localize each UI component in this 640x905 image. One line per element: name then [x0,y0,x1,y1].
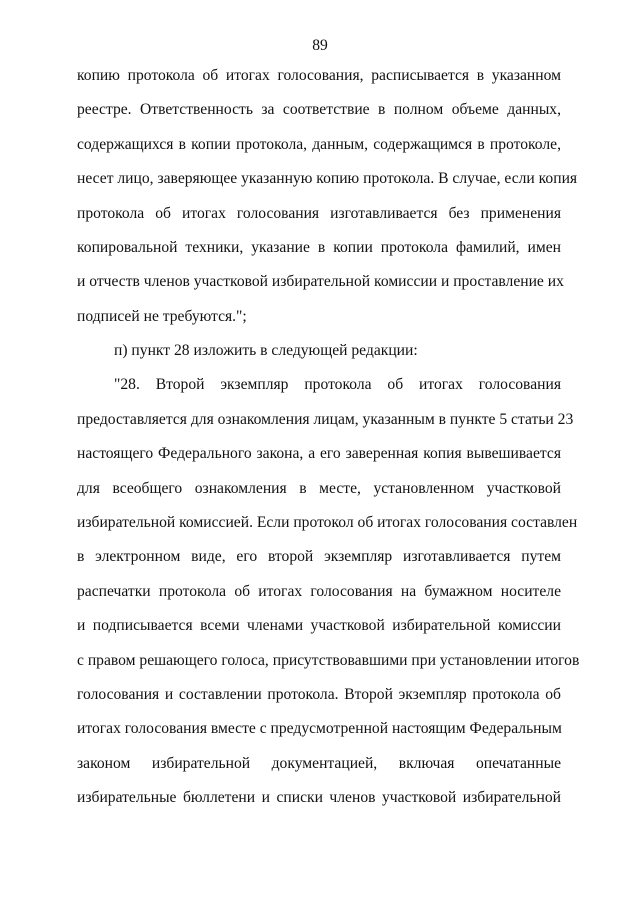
body-text-upper [77,66,578,341]
text-line: законом избирательной документацией, включая опечатанные [77,754,561,772]
text-line: реестре. Ответственность за соответствие в полном объеме данных, [77,101,561,119]
text-line: избирательные бюллетени и списки членов участковой избирательной [77,789,561,807]
page-number: 89 [312,37,328,54]
text-line: копию протокола об итогах голосования, расписывается в указанном [77,67,561,84]
text-line: содержащихся в копии протокола, данным, содержащимся в протоколе, [77,135,561,153]
text-line: для всеобщего ознакомления в месте, установленном участковой [77,479,561,497]
text-line: настоящего Федерального закона, а его заверенная копия вывешивается [77,445,561,463]
text-line: и отчеств членов участковой избирательной комиссии и проставление их [77,273,564,291]
body-text-lower [77,341,580,822]
text-line: несет лицо, заверяющее указанную копию протокола. В случае, если копия [77,170,578,188]
text-line: предоставляется для ознакомления лицам, указанным в пункте 5 статьи 23 [77,410,574,428]
text-line: с правом решающего голоса, присутствовавшими при установлении итогов [77,651,580,669]
text-line: голосования и составлении протокола. Второй экземпляр протокола об [77,685,561,703]
text-line: итогах голосования вместе с предусмотренной настоящим Федеральным [77,720,562,738]
text-line: распечатки протокола об итогах голосования на бумажном носителе [77,582,561,600]
text-line: и подписывается всеми членами участковой избирательной комиссии [77,617,561,635]
amendment-heading: п) пункт 28 изложить в следующей редакции: [114,342,418,359]
text-line: копировальной техники, указание в копии протокола фамилий, имен [77,238,561,256]
text-line: "28. Второй экземпляр протокола об итогах голосования [114,376,561,394]
text-line: избирательной комиссией. Если протокол об итогах голосования составлен [77,513,578,531]
text-line: протокола об итогах голосования изготавливается без применения [77,204,561,222]
text-line: в электронном виде, его второй экземпляр изготавливается путем [77,548,561,566]
text-line: подписей не требуются."; [77,307,247,325]
